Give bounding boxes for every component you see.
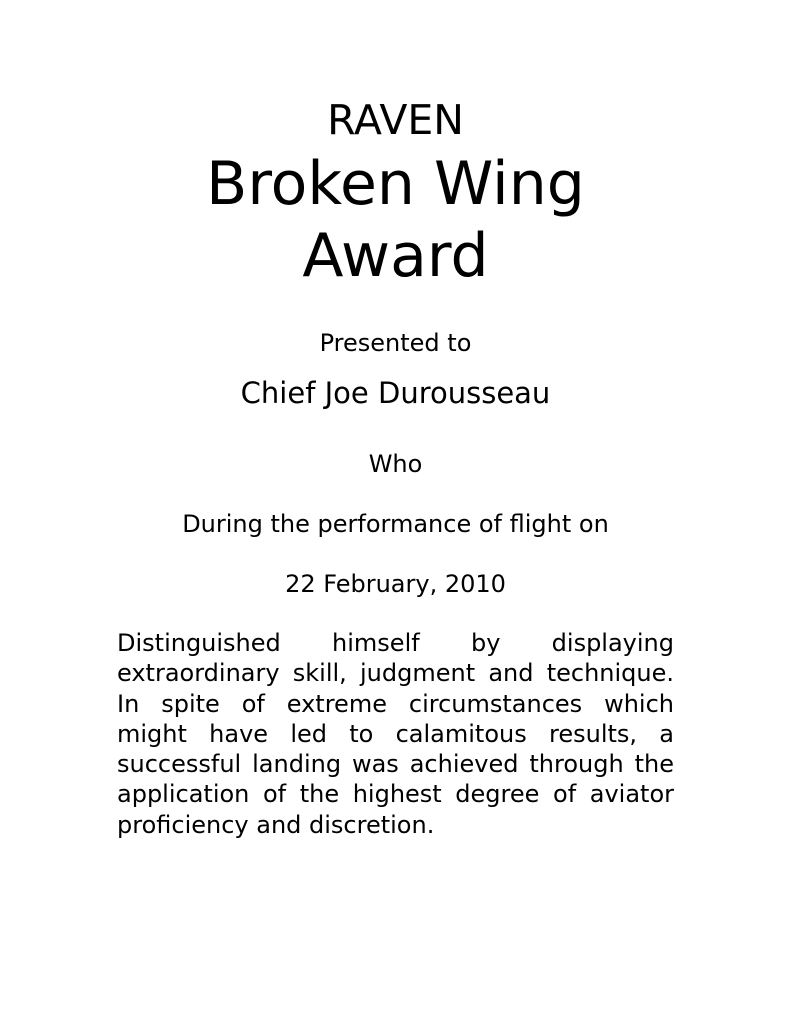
flight-date: 22 February, 2010 <box>285 570 506 598</box>
recipient-name: Chief Joe Durousseau <box>240 376 551 410</box>
flight-performance-line: During the performance of flight on <box>182 510 609 538</box>
award-title <box>0 148 791 292</box>
who-label: Who <box>368 450 423 478</box>
award-title-text: Broken Wing Award <box>206 149 585 291</box>
citation-text: Distinguished himself by displaying extraordinary skill, judgment and technique. In spite of extreme circumstances which might have led to calamitous results, a successful landing was achieved through the application of the highest degree of aviator proficiency and discretion. <box>117 629 674 839</box>
organization-name: RAVEN <box>327 96 464 144</box>
presented-to-label: Presented to <box>319 329 472 357</box>
